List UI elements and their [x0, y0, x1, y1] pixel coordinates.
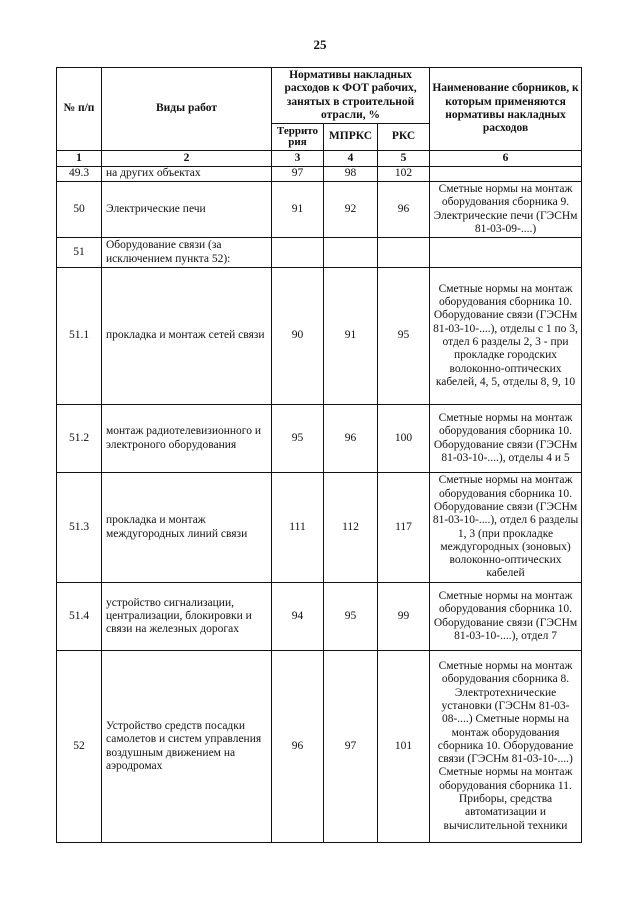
row-mprks-value [324, 238, 378, 268]
overhead-norms-table [56, 67, 582, 843]
row-work-type: Электрические печи [102, 182, 272, 238]
row-rks-value [378, 238, 430, 268]
header-number: № п/п [57, 68, 102, 151]
row-number: 51.1 [57, 268, 102, 405]
row-mprks-value: 97 [324, 651, 378, 843]
row-source: Сметные нормы на монтаж оборудования сборника 9. Электрические печи (ГЭСНм 81-03-09-....) [430, 182, 582, 238]
row-source [430, 167, 582, 182]
row-number: 50 [57, 182, 102, 238]
row-number: 49.3 [57, 167, 102, 182]
row-rks-value: 117 [378, 473, 430, 583]
row-work-type: прокладка и монтаж сетей связи [102, 268, 272, 405]
table-row [57, 268, 582, 405]
table-row [57, 583, 582, 651]
row-mprks-value: 92 [324, 182, 378, 238]
column-index: 1 [57, 151, 102, 167]
header-norms: Нормативы накладных расходов к ФОТ рабочих, занятых в строительной отрасли, % [272, 68, 430, 124]
row-source: Сметные нормы на монтаж оборудования сборника 10. Оборудование связи (ГЭСНм 81-03-10-....), отделы 4 и 5 [430, 405, 582, 473]
row-mprks-value: 98 [324, 167, 378, 182]
header-work-type: Виды работ [102, 68, 272, 151]
column-index: 3 [272, 151, 324, 167]
row-territory-value: 91 [272, 182, 324, 238]
row-territory-value: 96 [272, 651, 324, 843]
row-territory-value: 111 [272, 473, 324, 583]
row-work-type: прокладка и монтаж междугородных линий связи [102, 473, 272, 583]
row-mprks-value: 95 [324, 583, 378, 651]
column-index-row [57, 151, 582, 167]
table-row [57, 405, 582, 473]
row-mprks-value: 91 [324, 268, 378, 405]
row-rks-value: 102 [378, 167, 430, 182]
header-rks: РКС [378, 124, 430, 151]
column-index: 6 [430, 151, 582, 167]
column-index: 2 [102, 151, 272, 167]
row-work-type: Оборудование связи (за исключением пункта 52): [102, 238, 272, 268]
row-number: 51.4 [57, 583, 102, 651]
table-row [57, 238, 582, 268]
row-rks-value: 101 [378, 651, 430, 843]
row-territory-value: 94 [272, 583, 324, 651]
row-work-type: устройство сигнализации, централизации, блокировки и связи на железных дорогах [102, 583, 272, 651]
row-source: Сметные нормы на монтаж оборудования сборника 8. Электротехнические установки (ГЭСНм 81-03-08-....) Сметные нормы на монтаж оборудования сборника 10. Оборудование связи (ГЭСНм 81-03-10-....) Сметные нормы на монтаж оборудования сборника 11. Приборы, средства автоматизации и вычислительной техники [430, 651, 582, 843]
row-number: 51.2 [57, 405, 102, 473]
row-work-type: монтаж радиотелевизионного и электроного оборудования [102, 405, 272, 473]
column-index: 5 [378, 151, 430, 167]
column-index: 4 [324, 151, 378, 167]
header-territory: Террито рия [272, 124, 324, 151]
row-rks-value: 100 [378, 405, 430, 473]
table-row [57, 651, 582, 843]
header-mprks: МПРКС [324, 124, 378, 151]
row-mprks-value: 96 [324, 405, 378, 473]
row-mprks-value: 112 [324, 473, 378, 583]
row-territory-value [272, 238, 324, 268]
row-territory-value: 95 [272, 405, 324, 473]
row-territory-value: 97 [272, 167, 324, 182]
page-number: 25 [313, 37, 327, 52]
row-source: Сметные нормы на монтаж оборудования сборника 10. Оборудование связи (ГЭСНм 81-03-10-....), отдел 6 разделы 1, 3 (при прокладке междугородных (зоновых) волоконно-оптических кабелей [430, 473, 582, 583]
row-number: 51.3 [57, 473, 102, 583]
table-row [57, 473, 582, 583]
row-number: 51 [57, 238, 102, 268]
row-source [430, 238, 582, 268]
table-row [57, 167, 582, 182]
header-source: Наименование сборников, к которым применяются нормативы накладных расходов [430, 68, 582, 151]
table-row [57, 182, 582, 238]
row-work-type: на других объектах [102, 167, 272, 182]
row-territory-value: 90 [272, 268, 324, 405]
row-number: 52 [57, 651, 102, 843]
row-source: Сметные нормы на монтаж оборудования сборника 10. Оборудование связи (ГЭСНм 81-03-10-....), отдел 7 [430, 583, 582, 651]
row-rks-value: 99 [378, 583, 430, 651]
row-source: Сметные нормы на монтаж оборудования сборника 10. Оборудование связи (ГЭСНм 81-03-10-....), отделы с 1 по 3, отдел 6 разделы 2, 3 - при прокладке городских волоконно-оптических кабелей, 4, 5, отделы 8, 9, 10 [430, 268, 582, 405]
row-rks-value: 96 [378, 182, 430, 238]
row-rks-value: 95 [378, 268, 430, 405]
row-work-type: Устройство средств посадки самолетов и систем управления воздушным движением на аэродромах [102, 651, 272, 843]
